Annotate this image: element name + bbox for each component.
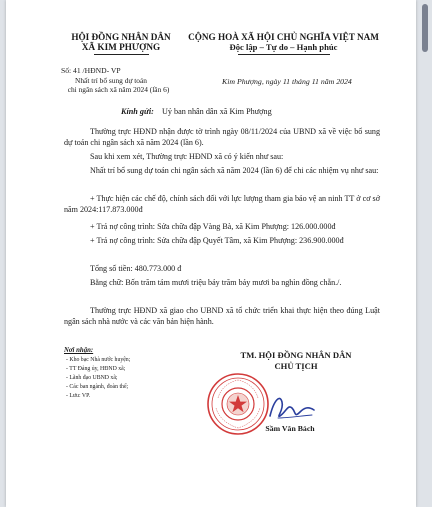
recipients-heading: Nơi nhận:: [64, 347, 94, 354]
signer-name: Sầm Văn Bách: [265, 424, 315, 433]
issuer-underline: [94, 54, 149, 55]
document-page: [6, 0, 416, 507]
recipient-label: Kính gửi:: [121, 107, 154, 116]
amount-in-words: Bằng chữ: Bốn trăm tám mươi triệu bảy trăm bảy mươi ba nghìn đồng chẵn./.: [90, 278, 342, 287]
body-paragraph: Thường trực HĐND xã giao cho UBND xã tổ chức triển khai thực hiện theo đúng Luật ngân sách nhà nước và các văn bản hiện hành.: [64, 306, 380, 327]
document-date: Kim Phượng, ngày 11 tháng 11 năm 2024: [222, 77, 352, 86]
signature-title: TM. HỘI ĐỒNG NHÂN DÂN: [240, 350, 352, 360]
national-motto: Độc lập – Tự do – Hạnh phúc: [229, 42, 338, 52]
recipients-item: - Lãnh đạo UBND xã;: [66, 375, 118, 381]
issuer-name: HỘI ĐỒNG NHÂN DÂN: [71, 32, 171, 42]
motto-underline: [238, 54, 330, 55]
body-paragraph: + Trả nợ công trình: Sửa chữa đập Quyết Tâm, xã Kim Phượng: 236.900.000đ: [90, 236, 344, 245]
recipients-item: - Lưu: VP.: [66, 393, 91, 399]
issuer-commune: XÃ KIM PHƯỢNG: [81, 42, 161, 52]
body-paragraph: Nhất trí bổ sung dự toán chi ngân sách xã năm 2024 (lần 6) để chi các nhiệm vụ như sau:: [90, 166, 379, 175]
scrollbar-thumb[interactable]: [422, 4, 428, 52]
recipient-name: Uỷ ban nhân dân xã Kim Phượng: [161, 107, 272, 116]
body-paragraph: Thường trực HĐND nhận được tờ trình ngày 08/11/2024 của UBND xã về việc bổ sung dự toán chi ngân sách xã năm 2024 (lần 6).: [64, 127, 380, 148]
recipients-item: - Kho bạc Nhà nước huyện;: [66, 357, 131, 363]
body-paragraph: + Thực hiện các chế độ, chính sách đối với lực lượng tham gia bảo vệ an ninh TT ở cơ sở năm 2024:117.873.000đ: [64, 194, 380, 215]
document-subject-line1: Nhất trí bổ sung dự toán: [75, 76, 147, 85]
handwritten-signature-icon: [264, 388, 324, 426]
total-amount: Tổng số tiền: 480.773.000 đ: [90, 264, 182, 273]
document-subject-line2: chi ngân sách xã năm 2024 (lần 6): [67, 85, 170, 94]
recipients-item: - Các ban ngành, đoàn thể;: [66, 384, 129, 390]
national-title: CỘNG HOÀ XÃ HỘI CHỦ NGHĨA VIỆT NAM: [188, 32, 379, 42]
body-paragraph: + Trả nợ công trình: Sửa chữa đập Vàng Bà, xã Kim Phượng: 126.000.000đ: [90, 222, 336, 231]
signature-position: CHỦ TỊCH: [274, 361, 318, 371]
recipients-item: - TT Đảng ủy, HĐND xã;: [66, 366, 126, 372]
recipient-line: [121, 107, 272, 116]
document-number: Số: 41 /HĐND- VP: [61, 66, 121, 75]
body-paragraph: Sau khi xem xét, Thường trực HĐND xã có ý kiến như sau:: [90, 152, 284, 161]
